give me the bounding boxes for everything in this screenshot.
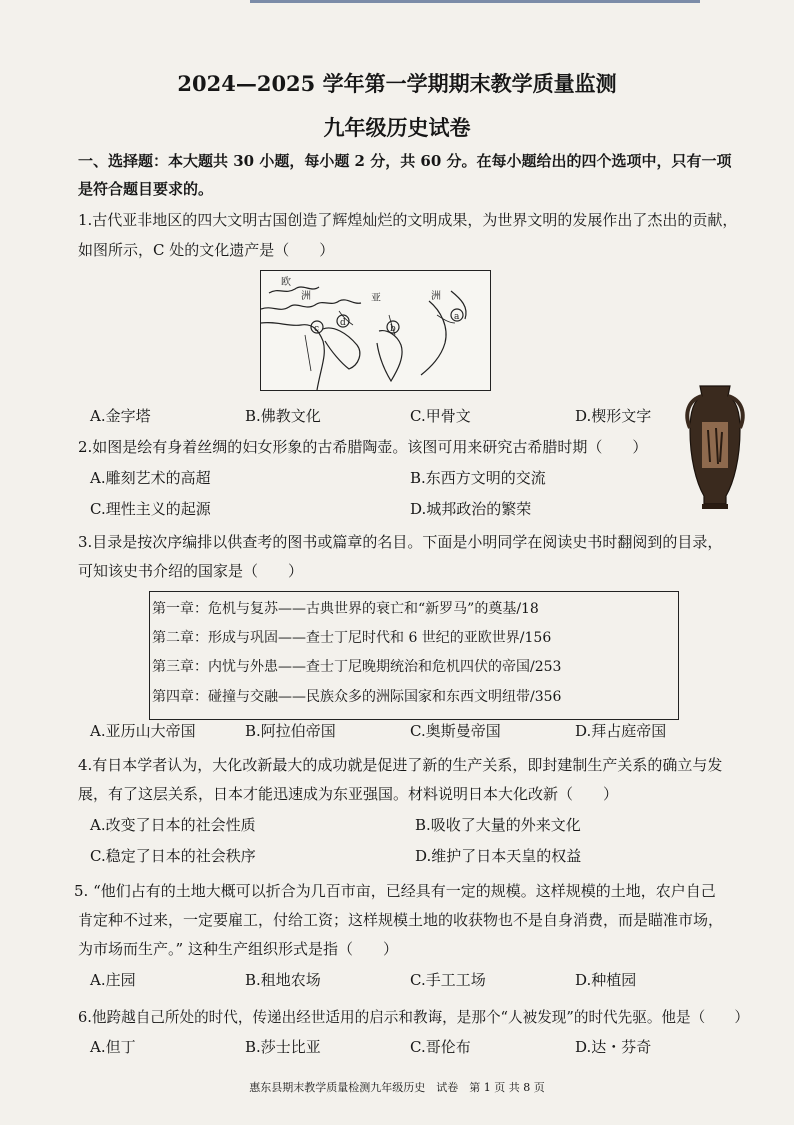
q1-option-d: D.楔形文字 [575, 407, 652, 425]
q6-option-b: B.莎士比亚 [245, 1038, 321, 1056]
q1-option-b: B.佛教文化 [245, 407, 321, 425]
section-heading-line2: 是符合题目要求的。 [78, 180, 214, 198]
toc-chapter-4: 第四章：碰撞与交融——民族众多的洲际国家和东西文明纽带/356 [152, 689, 562, 705]
q3-option-a: A.亚历山大帝国 [90, 722, 196, 740]
q5-option-a: A.庄园 [90, 971, 136, 989]
exam-title: 2024—2025 学年第一学期期末教学质量监测 [177, 71, 617, 96]
toc-chapter-1: 第一章：危机与复苏——古典世界的衰亡和“新罗马”的奠基/18 [152, 601, 539, 617]
map-label-asia2: 洲 [431, 291, 441, 302]
map-marker-d: d [340, 318, 346, 328]
q3-stem-line2: 可知该史书介绍的国家是（ ） [78, 562, 304, 580]
map-label-europe2: 洲 [301, 291, 311, 302]
q1-option-a: A.金字塔 [90, 407, 151, 425]
exam-subtitle: 九年级历史试卷 [323, 115, 471, 140]
q6-option-c: C.哥伦布 [410, 1038, 471, 1056]
q5-stem-line1: 5. “他们占有的土地大概可以折合为几百市亩，已经具有一定的规模。这样规模的土地，农户自己 [74, 882, 716, 900]
greek-vase-image [680, 382, 750, 512]
map-marker-a: a [454, 312, 460, 322]
section-heading-line1: 一、选择题：本大题共 30 小题，每小题 2 分，共 60 分。在每小题给出的四个选项中，只有一项 [78, 152, 732, 170]
q6-option-d: D.达・芬奇 [575, 1038, 652, 1056]
q2-option-b: B.东西方文明的交流 [410, 469, 546, 487]
q4-stem-line2: 展，有了这层关系，日本才能迅速成为东亚强国。材料说明日本大化改新（ ） [78, 785, 619, 803]
q3-stem-line1: 3.目录是按次序编排以供查考的图书或篇章的名目。下面是小明同学在阅读史书时翻阅到的目录， [78, 533, 723, 551]
q2-option-a: A.雕刻艺术的高超 [90, 469, 211, 487]
toc-chapter-2: 第二章：形成与巩固——查士丁尼时代和 6 世纪的亚欧世界/156 [152, 630, 552, 646]
q5-stem-line3: 为市场而生产。” 这种生产组织形式是指（ ） [78, 940, 398, 958]
toc-chapter-3: 第三章：内忧与外患——查士丁尼晚期统治和危机四伏的帝国/253 [152, 659, 562, 675]
q1-stem-line1: 1.古代亚非地区的四大文明古国创造了辉煌灿烂的文明成果，为世界文明的发展作出了杰出的贡献， [78, 211, 738, 229]
q2-option-d: D.城邦政治的繁荣 [410, 500, 532, 518]
q3-option-d: D.拜占庭帝国 [575, 722, 667, 740]
q4-option-b: B.吸收了大量的外来文化 [415, 816, 581, 834]
top-edge-line [250, 0, 700, 3]
map-marker-b: b [390, 324, 396, 334]
map-marker-c: c [314, 324, 320, 334]
ancient-civilizations-map [260, 270, 491, 391]
q3-option-b: B.阿拉伯帝国 [245, 722, 336, 740]
q4-stem-line1: 4.有日本学者认为，大化改新最大的成功就是促进了新的生产关系，即封建制生产关系的确立与发 [78, 756, 723, 774]
q4-option-c: C.稳定了日本的社会秩序 [90, 847, 256, 865]
map-label-asia1: 亚 [371, 293, 381, 304]
q2-stem-line1: 2.如图是绘有身着丝绸的妇女形象的古希腊陶壶。该图可用来研究古希腊时期（ ） [78, 438, 648, 456]
map-label-europe1: 欧 [281, 277, 291, 288]
q5-option-c: C.手工工场 [410, 971, 486, 989]
q5-option-b: B.租地农场 [245, 971, 321, 989]
q4-option-a: A.改变了日本的社会性质 [90, 816, 256, 834]
q6-stem-line1: 6.他跨越自己所处的时代，传递出经世适用的启示和教诲，是那个“人被发现”的时代先驱。他是（ ） [78, 1009, 749, 1026]
q4-option-d: D.维护了日本天皇的权益 [415, 847, 582, 865]
page-footer: 惠东县期末教学质量检测九年级历史 试卷 第 1 页 共 8 页 [249, 1081, 545, 1094]
q3-option-c: C.奥斯曼帝国 [410, 722, 501, 740]
q6-option-a: A.但丁 [90, 1038, 136, 1056]
q1-stem-line2: 如图所示，C 处的文化遗产是（ ） [78, 241, 335, 259]
q5-stem-line2: 肯定种不过来，一定要雇工，付给工资；这样规模土地的收获物也不是自身消费，而是瞄准市场， [78, 911, 724, 929]
q1-option-c: C.甲骨文 [410, 407, 471, 425]
q2-option-c: C.理性主义的起源 [90, 500, 211, 518]
q5-option-d: D.种植园 [575, 971, 637, 989]
